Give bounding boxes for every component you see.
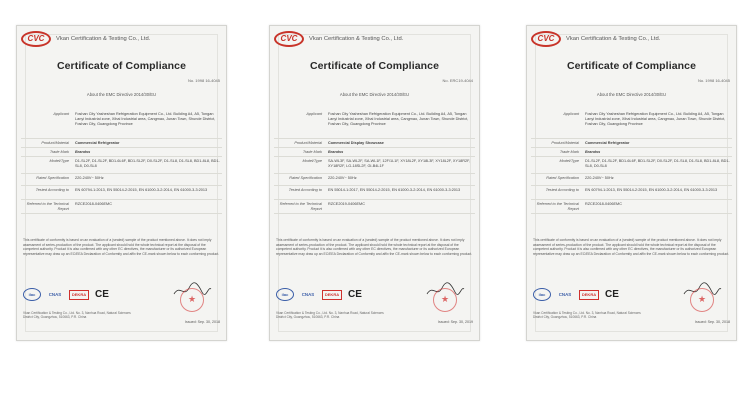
report-value: RZCE2018-0406EMC — [75, 201, 112, 206]
product-row — [21, 139, 222, 148]
report-row — [274, 200, 475, 214]
conformity-statement: This certificate of conformity is based on an evaluation of a (sealed) sample of the product mentioned above. It does not imply assessment of series-production of the product. The applicant should hold the whole technical report at the disposal of the competent authority. Product it is also confirmed with any other EC directives, the manufacturer or its authorized European representative may draw up an EC/EEA Declaration of Conformity and affix the CE-mark shown below to each conforming product. — [276, 238, 473, 256]
certificate-2 — [269, 25, 480, 341]
rated-row — [21, 174, 222, 186]
standards-label: Tested According to — [545, 187, 579, 192]
conformity-statement: This certificate of conformity is based on an evaluation of a (sealed) sample of the product mentioned above. It does not imply assessment of series-production of the product. The applicant should hold the whole technical report at the disposal of the competent authority. Product it is also confirmed with any other EC directives, the manufacturer or its authorized European representative may draw up an EC/EEA Declaration of Conformity and affix the CE-mark shown below to each conforming product. — [533, 238, 730, 256]
issuer-address: Vkan Certification & Testing Co., Ltd. No. 3, Nanhua Road, Natural Sciences District City, Guangzhou, 510663, P.R. China — [23, 311, 131, 320]
standards-row — [274, 186, 475, 200]
model-row — [274, 157, 475, 174]
official-seal-icon: ★ — [433, 288, 457, 312]
certificate-3 — [526, 25, 737, 341]
standards-label: Tested According to — [35, 187, 69, 192]
trademark-label: Trade Mark — [49, 149, 69, 154]
standards-value: EN 55014-1:2017, EN 55014-2:2015, EN 61000-3-2:2014, EN 61000-3-3:2013 — [328, 187, 461, 192]
certificate-number: No. 1998 16-4045 — [697, 78, 730, 83]
rated-label: Rated Specification — [36, 175, 69, 180]
applicant-value: Foshan City Yasheshan Refrigeration Equipment Co., Ltd. Building A4, A5, Tongan Lanyi Industrial zone, Xihai Industrial area, Cangmao, Junan Town, Shunde District, Foshan City, Guangdong Province — [328, 111, 469, 126]
cvc-logo: CVC — [274, 31, 304, 47]
cvc-logo: CVC — [21, 31, 51, 47]
certificate-1 — [16, 25, 227, 341]
report-label: Referred to the Technical Report — [279, 201, 322, 211]
official-seal-icon: ★ — [690, 288, 714, 312]
report-value: RZCE2019-0406EMC — [328, 201, 365, 206]
applicant-value: Foshan City Yasheshan Refrigeration Equipment Co., Ltd. Building A4, A5, Tongan Lanyi Industrial zone, Xihai Industrial area, Cangmao, Junan Town, Shunde District, Foshan City, Guangdong Province — [75, 111, 216, 126]
organization-name: Vkan Certification & Testing Co., Ltd. — [56, 36, 151, 42]
dekra-logo: DEKRA — [322, 290, 342, 300]
trademark-row — [531, 148, 732, 157]
cvc-logo: CVC — [531, 31, 561, 47]
trademark-value: Brandss — [585, 149, 601, 154]
applicant-row — [21, 110, 222, 139]
model-value: D1-SL2F, D1-SL2F, BD1-6L6F, BD1-SL2F, D0-SL2F, D1-SL8, D1-SL8, BD1-8L8, BD1-SL8, D0-SL8 — [585, 158, 730, 168]
cnas-logo: CNAS — [558, 292, 572, 297]
organization-name: Vkan Certification & Testing Co., Ltd. — [566, 36, 661, 42]
accreditation-marks — [276, 288, 368, 301]
organization-name: Vkan Certification & Testing Co., Ltd. — [309, 36, 404, 42]
dekra-logo: DEKRA — [579, 290, 599, 300]
trademark-row — [21, 148, 222, 157]
certificate-number: No. ERC19-4044 — [442, 78, 473, 83]
trademark-label: Trade Mark — [302, 149, 322, 154]
issuer-address: Vkan Certification & Testing Co., Ltd. No. 3, Nanhua Road, Natural Sciences District City, Guangzhou, 510663, P.R. China — [533, 311, 641, 320]
accreditation-marks — [23, 288, 115, 301]
product-label: Product/Material — [551, 140, 579, 145]
trademark-row — [274, 148, 475, 157]
ce-mark-icon: CE — [605, 289, 619, 300]
certificate-header — [531, 30, 660, 48]
product-row — [531, 139, 732, 148]
cnas-logo: CNAS — [48, 292, 62, 297]
standards-row — [531, 186, 732, 200]
trademark-value: Brandss — [75, 149, 91, 154]
certificate-title: Certificate of Compliance — [309, 60, 440, 72]
issue-date: Issued: Sep. 30, 2018 — [695, 320, 730, 324]
report-label: Referred to the Technical Report — [536, 201, 579, 211]
certificate-details — [21, 110, 222, 214]
rated-value: 220-240V~ 50Hz — [585, 175, 614, 180]
issue-date: Issued: Sep. 30, 2018 — [185, 320, 220, 324]
issuer-address: Vkan Certification & Testing Co., Ltd. No. 3, Nanhua Road, Natural Sciences District City, Guangzhou, 510663, P.R. China — [276, 311, 384, 320]
certificate-subtitle: About the EMC Directive 2014/30/EU — [86, 92, 157, 97]
accreditation-marks — [533, 288, 625, 301]
product-value: Commercial Display Showcase — [328, 140, 384, 145]
applicant-row — [274, 110, 475, 139]
applicant-value: Foshan City Yasheshan Refrigeration Equipment Co., Ltd. Building A4, A5, Tongan Lanyi Industrial zone, Xihai Industrial area, Cangmao, Junan Town, Shunde District, Foshan City, Guangdong Province — [585, 111, 726, 126]
standards-value: EN 60794-1:2013, EN 55014-2:2015, EN 61000-3-2:2014, EN 61000-3-3:2013 — [75, 187, 208, 192]
applicant-row — [531, 110, 732, 139]
rated-label: Rated Specification — [289, 175, 322, 180]
conformity-statement: This certificate of conformity is based on an evaluation of a (sealed) sample of the product mentioned above. It does not imply assessment of series-production of the product. The applicant should hold the whole technical report at the disposal of the competent authority. Product it is also confirmed with any other EC directives, the manufacturer or its authorized European representative may draw up an EC/EEA Declaration of Conformity and affix the CE-mark shown below to each conforming product. — [23, 238, 220, 256]
standards-row — [21, 186, 222, 200]
certificate-subtitle: About the EMC Directive 2014/30/EU — [339, 92, 410, 97]
product-label: Product/Material — [294, 140, 322, 145]
applicant-label: Applicant — [563, 111, 579, 116]
certificate-title: Certificate of Compliance — [566, 60, 697, 72]
report-label: Referred to the Technical Report — [26, 201, 69, 211]
certificate-header — [21, 30, 150, 48]
standards-value: EN 60794-1:2013, EN 55014-2:2015, EN 61000-3-2:2014, EN 61000-3-3:2013 — [585, 187, 718, 192]
ilac-logo: ilac — [533, 288, 551, 301]
model-label: Model/Type — [559, 158, 579, 163]
certificate-details — [531, 110, 732, 214]
certificate-header — [274, 30, 403, 48]
ce-mark-icon: CE — [348, 289, 362, 300]
rated-value: 220-240V~ 50Hz — [75, 175, 104, 180]
model-row — [21, 157, 222, 174]
rated-row — [274, 174, 475, 186]
rated-row — [531, 174, 732, 186]
report-row — [531, 200, 732, 214]
product-value: Commercial Refrigerator — [75, 140, 120, 145]
report-row — [21, 200, 222, 214]
standards-label: Tested According to — [288, 187, 322, 192]
certificate-title: Certificate of Compliance — [56, 60, 187, 72]
product-row — [274, 139, 475, 148]
trademark-value: Brandss — [328, 149, 344, 154]
issue-date: Issued: Sep. 30, 2019 — [438, 320, 473, 324]
dekra-logo: DEKRA — [69, 290, 89, 300]
certificate-number: No. 1998 16-4045 — [187, 78, 220, 83]
product-value: Commercial Refrigerator — [585, 140, 630, 145]
product-label: Product/Material — [41, 140, 69, 145]
ilac-logo: ilac — [23, 288, 41, 301]
applicant-label: Applicant — [53, 111, 69, 116]
ce-mark-icon: CE — [95, 289, 109, 300]
applicant-label: Applicant — [306, 111, 322, 116]
rated-label: Rated Specification — [546, 175, 579, 180]
certificate-subtitle: About the EMC Directive 2014/30/EU — [596, 92, 667, 97]
ilac-logo: ilac — [276, 288, 294, 301]
model-value: D1-SL2F, D1-SL2F, BD1-6L6F, BD1-SL2F, D0-SL2F, D1-SL8, D1-SL8, BD1-8L8, BD1-SL8, D0-SL8 — [75, 158, 220, 168]
trademark-label: Trade Mark — [559, 149, 579, 154]
model-label: Model/Type — [49, 158, 69, 163]
model-value: SA-WL3F, SA-WL2F, SA-WL1F, 12F/1L1F, XY18L2F, XY18L3F, XY18L2F, XY18R2F, XY18R2F, LG-18SL2F, GI-B4L1F — [328, 158, 471, 168]
rated-value: 220-240V~ 50Hz — [328, 175, 357, 180]
certificate-details — [274, 110, 475, 214]
official-seal-icon: ★ — [180, 288, 204, 312]
cnas-logo: CNAS — [301, 292, 315, 297]
report-value: RZCE2018-0406EMC — [585, 201, 622, 206]
model-label: Model/Type — [302, 158, 322, 163]
model-row — [531, 157, 732, 174]
